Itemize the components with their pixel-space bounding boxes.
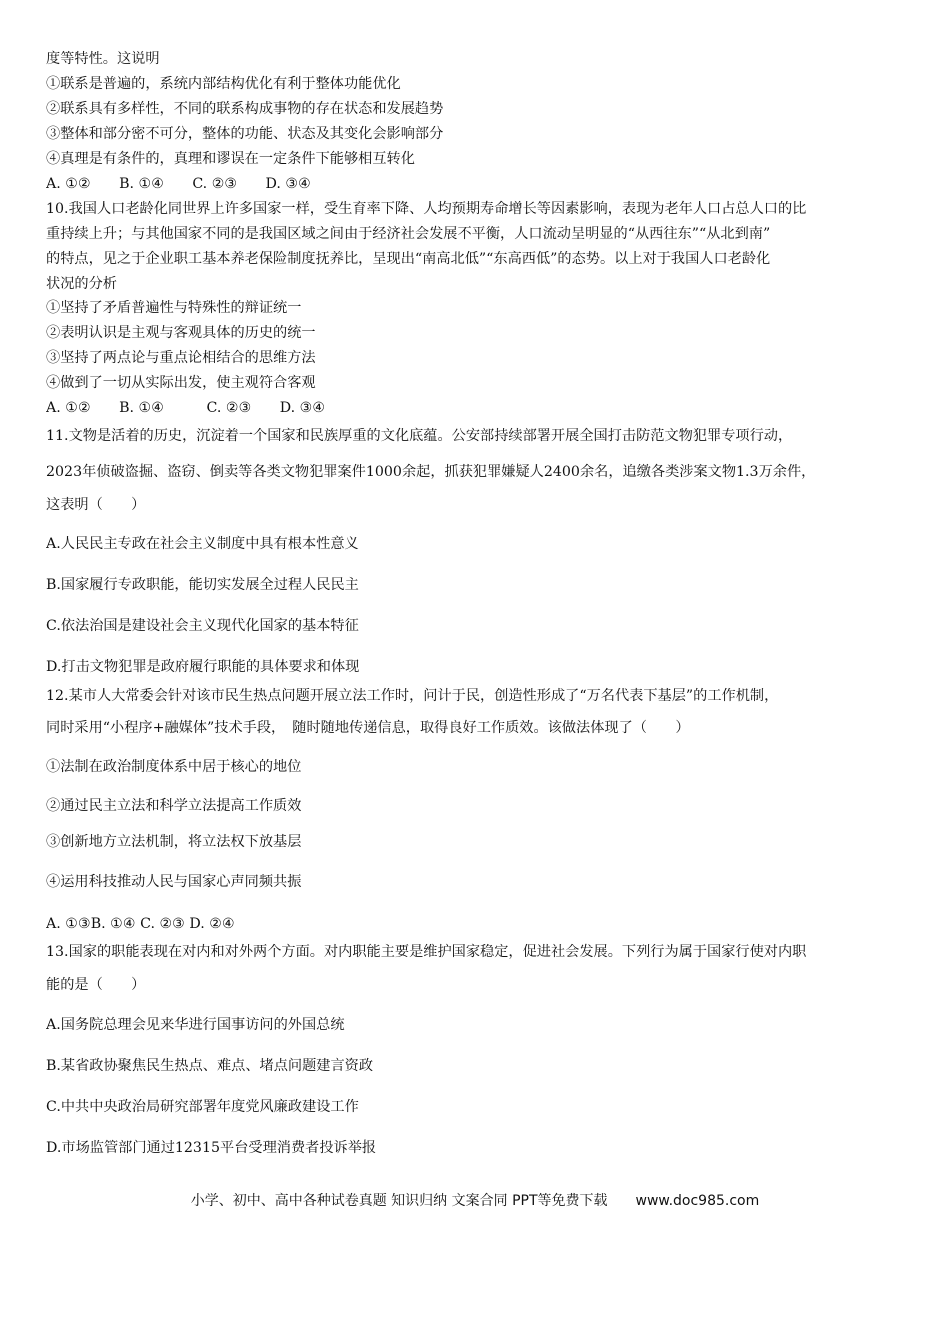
answer-choices: A. ①③B. ①④ C. ②③ D. ②④ [46,916,235,932]
question-10-text: 重持续上升；与其他国家不同的是我国区域之间由于经济社会发展不平衡，人口流动呈明显的“从西往东”“从北到南” [46,226,771,242]
question-13-text: 能的是（ ） [46,977,146,993]
text-line: 度等特性。这说明 [46,51,160,67]
option-line: ③坚持了两点论与重点论相结合的思维方法 [46,350,316,366]
answer-option: C.中共中央政治局研究部署年度党风廉政建设工作 [46,1099,359,1115]
option-line: ②表明认识是主观与客观具体的历史的统一 [46,325,316,341]
question-11-text: 11.文物是活着的历史，沉淀着一个国家和民族厚重的文化底蕴。公安部持续部署开展全国打击防范文物犯罪专项行动， [46,428,793,444]
answer-option: B.某省政协聚焦民生热点、难点、堵点问题建言资政 [46,1058,374,1074]
question-11-text: 这表明（ ） [46,497,146,513]
option-line: ③创新地方立法机制，将立法权下放基层 [46,834,302,850]
option-line: ②通过民主立法和科学立法提高工作质效 [46,798,302,814]
question-10-text: 的特点，见之于企业职工基本养老保险制度抚养比，呈现出“南高北低”“东高西低”的态势。以上对于我国人口老龄化 [46,251,771,267]
question-10-text: 状况的分析 [46,276,117,292]
answer-option: A.人民民主专政在社会主义制度中具有根本性意义 [46,536,359,552]
answer-option: A.国务院总理会见来华进行国事访问的外国总统 [46,1017,345,1033]
answer-option: D.市场监管部门通过12315平台受理消费者投诉举报 [46,1140,377,1156]
option-line: ④做到了一切从实际出发，使主观符合客观 [46,375,316,391]
footer-link[interactable]: www.doc985.com [635,1193,760,1209]
option-line: ④真理是有条件的，真理和谬误在一定条件下能够相互转化 [46,151,415,167]
question-12-text: 12.某市人大常委会针对该市民生热点问题开展立法工作时，问计于民，创造性形成了“万名代表下基层”的工作机制， [46,688,779,704]
option-line: ①联系是普遍的，系统内部结构优化有利于整体功能优化 [46,76,401,92]
answer-choices: A. ①② B. ①④ C. ②③ D. ③④ [46,176,311,192]
option-line: ②联系具有多样性，不同的联系构成事物的存在状态和发展趋势 [46,101,444,117]
footer-text: 小学、初中、高中各种试卷真题 知识归纳 文案合同 PPT等免费下载 [190,1193,608,1209]
option-line: ③整体和部分密不可分，整体的功能、状态及其变化会影响部分 [46,126,444,142]
question-13-text: 13.国家的职能表现在对内和对外两个方面。对内职能主要是维护国家稳定，促进社会发展。下列行为属于国家行使对内职 [46,944,807,960]
answer-option: C.依法治国是建设社会主义现代化国家的基本特征 [46,618,359,634]
page-footer [0,1191,950,1211]
question-10-text: 10.我国人口老龄化同世界上许多国家一样，受生育率下降、人均预期寿命增长等因素影响，表现为老年人口占总人口的比 [46,201,807,217]
option-line: ④运用科技推动人民与国家心声同频共振 [46,874,302,890]
option-line: ①法制在政治制度体系中居于核心的地位 [46,759,302,775]
question-11-text: 2023年侦破盗掘、盗窃、倒卖等各类文物犯罪案件1000余起，抓获犯罪嫌疑人2400余名，追缴各类涉案文物1.3万余件， [46,464,816,480]
answer-choices: A. ①② B. ①④ C. ②③ D. ③④ [46,400,326,416]
option-line: ①坚持了矛盾普遍性与特殊性的辩证统一 [46,300,302,316]
answer-option: B.国家履行专政职能，能切实发展全过程人民民主 [46,577,359,593]
question-12-text: 同时采用“小程序+融媒体”技术手段， 随时随地传递信息，取得良好工作质效。该做法体现了（ ） [46,720,690,736]
answer-option: D.打击文物犯罪是政府履行职能的具体要求和体现 [46,659,360,675]
